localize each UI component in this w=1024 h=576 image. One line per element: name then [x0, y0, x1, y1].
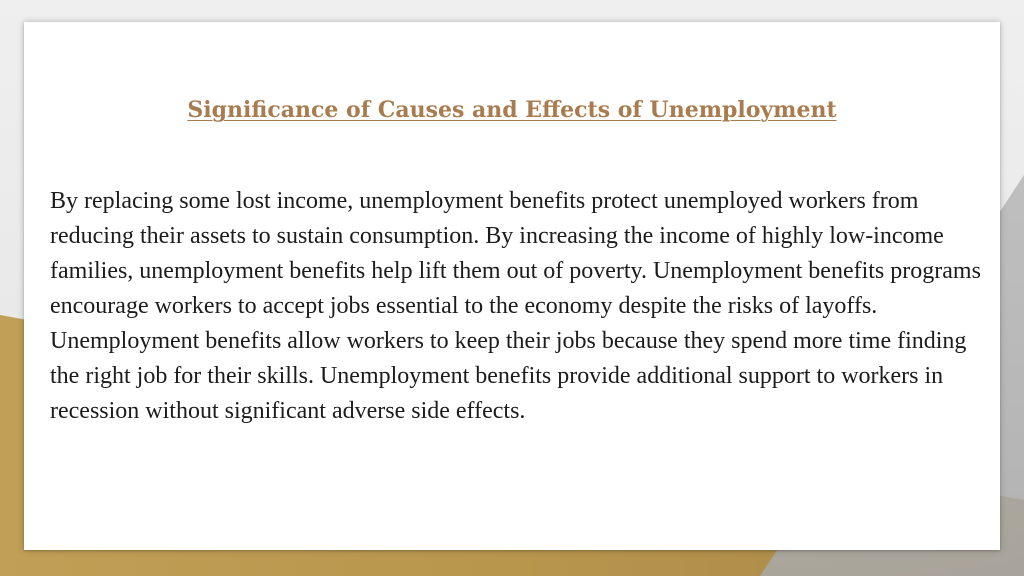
slide-title: Significance of Causes and Effects of Unemployment [187, 97, 837, 123]
slide-body-text: By replacing some lost income, unemployment benefits protect unemployed workers from reducing their assets to sustain consumption. By increasing the income of highly low-income families, unemployment benefits help lift them out of poverty. Unemployment benefits programs encourage workers to accept jobs essential to the economy despite the risks of layoffs. Unemployment benefits allow workers to keep their jobs because they spend more time finding the right job for their skills. Unemployment benefits provide additional support to workers in recession without significant adverse side effects. [50, 188, 981, 424]
